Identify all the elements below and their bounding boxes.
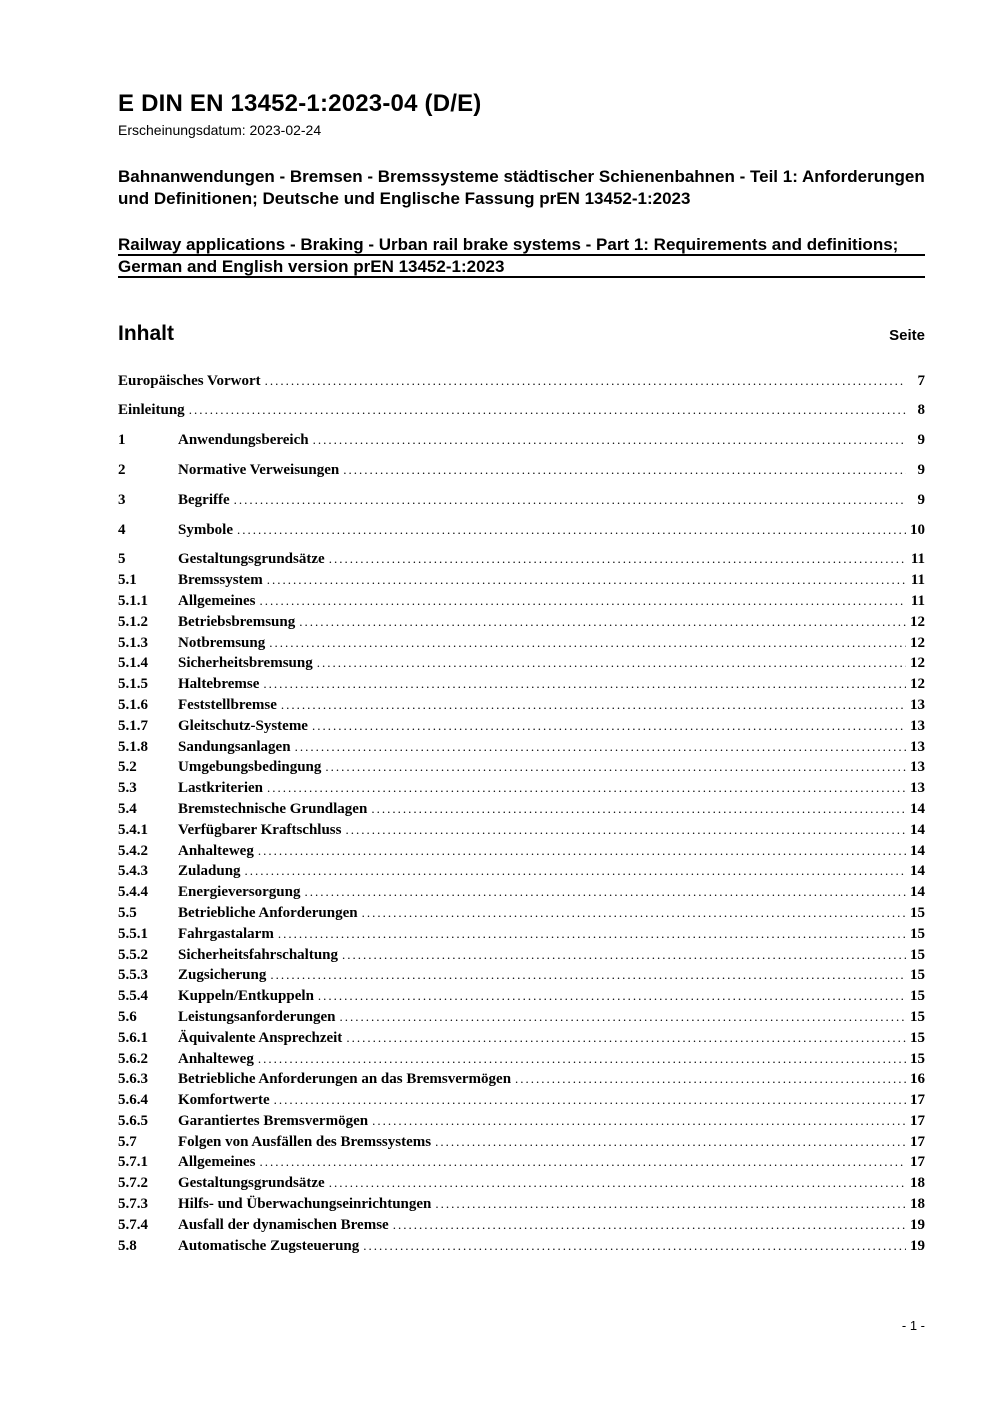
toc-entry-title: Folgen von Ausfällen des Bremssystems bbox=[178, 1133, 432, 1150]
toc-entry-number: 5.7.3 bbox=[118, 1196, 148, 1213]
toc-leader-dots bbox=[281, 695, 906, 716]
toc-entry-title: Notbremsung bbox=[178, 634, 266, 651]
toc-entry-title: Komfortwerte bbox=[178, 1092, 270, 1109]
toc-entry-number: 5.6.2 bbox=[118, 1050, 148, 1067]
toc-entry[interactable] bbox=[118, 965, 925, 986]
toc-entry-title: Sandungsanlagen bbox=[178, 738, 291, 755]
toc-entry-page: 15 bbox=[910, 967, 925, 984]
toc-entry[interactable] bbox=[118, 1152, 925, 1173]
toc-leader-dots bbox=[329, 1173, 906, 1194]
toc-entry-number: 5.1.8 bbox=[118, 738, 148, 755]
toc-entry-number: 5.6.5 bbox=[118, 1112, 148, 1129]
toc-entry-title: Leistungsanforderungen bbox=[178, 1008, 336, 1025]
toc-page-column-label: Seite bbox=[889, 326, 925, 344]
toc-entry-title: Zuladung bbox=[178, 863, 241, 880]
toc-entry-title: Normative Verweisungen bbox=[178, 461, 340, 478]
toc-entry-title: Anwendungsbereich bbox=[178, 432, 309, 449]
toc-entry-title: Europäisches Vorwort bbox=[118, 372, 261, 389]
toc-entry-page: 14 bbox=[910, 842, 925, 859]
toc-entry-page: 15 bbox=[910, 925, 925, 942]
toc-entry-number: 5.6.3 bbox=[118, 1071, 148, 1088]
toc-entry-page: 19 bbox=[910, 1216, 925, 1233]
toc-entry-number: 5.7.1 bbox=[118, 1154, 148, 1171]
toc-entry-page: 15 bbox=[910, 988, 925, 1005]
toc-entry-page: 12 bbox=[910, 676, 925, 693]
toc-entry-number: 5.5.2 bbox=[118, 946, 148, 963]
toc-entry-title: Verfügbarer Kraftschluss bbox=[178, 821, 342, 838]
toc-entry-number: 5.5.4 bbox=[118, 988, 148, 1005]
toc-entry-page: 13 bbox=[910, 696, 925, 713]
toc-entry[interactable] bbox=[118, 520, 925, 541]
toc-entry-title: Begriffe bbox=[178, 491, 230, 508]
toc-list bbox=[118, 371, 925, 1257]
document-title-english: Railway applications - Braking - Urban rail brake systems - Part 1: Requirements and definitions; German and English version prEN 13452-1:2023 bbox=[118, 234, 925, 278]
toc-leader-dots bbox=[270, 965, 906, 986]
toc-entry-page: 15 bbox=[910, 1008, 925, 1025]
toc-leader-dots bbox=[340, 1007, 906, 1028]
toc-entry-page: 17 bbox=[910, 1092, 925, 1109]
toc-entry-title: Anhalteweg bbox=[178, 1050, 254, 1067]
toc-entry[interactable] bbox=[118, 903, 925, 924]
toc-entry-number: 5.6.4 bbox=[118, 1092, 148, 1109]
toc-entry-page: 11 bbox=[910, 551, 925, 568]
toc-entry-page: 13 bbox=[910, 717, 925, 734]
toc-entry-title: Lastkriterien bbox=[178, 780, 263, 797]
toc-leader-dots bbox=[274, 1090, 906, 1111]
toc-entry-number: 4 bbox=[118, 521, 126, 538]
toc-leader-dots bbox=[258, 841, 906, 862]
toc-entry[interactable] bbox=[118, 986, 925, 1007]
toc-entry-title: Sicherheitsbremsung bbox=[178, 655, 313, 672]
toc-leader-dots bbox=[313, 430, 906, 451]
toc-entry[interactable] bbox=[118, 841, 925, 862]
toc-entry-number: 2 bbox=[118, 461, 126, 478]
toc-entry-number: 5 bbox=[118, 551, 126, 568]
toc-leader-dots bbox=[435, 1132, 906, 1153]
toc-leader-dots bbox=[267, 570, 906, 591]
toc-leader-dots bbox=[317, 653, 906, 674]
toc-leader-dots bbox=[393, 1215, 906, 1236]
toc-leader-dots bbox=[343, 460, 906, 481]
toc-entry[interactable] bbox=[118, 1236, 925, 1257]
toc-entry-page: 14 bbox=[910, 884, 925, 901]
toc-leader-dots bbox=[259, 1152, 906, 1173]
toc-leader-dots bbox=[363, 1236, 906, 1257]
release-date: Erscheinungsdatum: 2023-02-24 bbox=[118, 121, 322, 138]
toc-header bbox=[118, 322, 925, 346]
toc-leader-dots bbox=[329, 549, 906, 570]
toc-entry[interactable] bbox=[118, 757, 925, 778]
toc-leader-dots bbox=[299, 612, 906, 633]
toc-leader-dots bbox=[515, 1069, 906, 1090]
toc-leader-dots bbox=[371, 799, 906, 820]
toc-entry-number: 5.7 bbox=[118, 1133, 137, 1150]
toc-entry-number: 5.4.2 bbox=[118, 842, 148, 859]
toc-entry[interactable] bbox=[118, 1028, 925, 1049]
toc-entry-number: 5.3 bbox=[118, 780, 137, 797]
document-title-german: Bahnanwendungen - Bremsen - Bremssysteme städtischer Schienenbahnen - Teil 1: Anforderungen und Definitionen; Deutsche und Englische Fassung prEN 13452-1:2023 bbox=[118, 166, 925, 208]
toc-entry[interactable] bbox=[118, 1111, 925, 1132]
toc-entry-page: 17 bbox=[910, 1112, 925, 1129]
toc-entry-number: 5.6.1 bbox=[118, 1029, 148, 1046]
toc-entry[interactable] bbox=[118, 1069, 925, 1090]
toc-entry-page: 11 bbox=[910, 592, 925, 609]
toc-entry-page: 7 bbox=[917, 372, 925, 389]
toc-entry-title: Hilfs- und Überwachungseinrichtungen bbox=[178, 1196, 432, 1213]
toc-entry[interactable] bbox=[118, 570, 925, 591]
toc-entry[interactable] bbox=[118, 430, 925, 451]
document-id-title: E DIN EN 13452-1:2023-04 (D/E) bbox=[118, 90, 482, 117]
toc-entry[interactable] bbox=[118, 460, 925, 481]
toc-entry-number: 5.1.7 bbox=[118, 717, 148, 734]
toc-entry-page: 14 bbox=[910, 863, 925, 880]
toc-entry[interactable] bbox=[118, 799, 925, 820]
toc-entry-page: 16 bbox=[910, 1071, 925, 1088]
toc-entry-number: 3 bbox=[118, 491, 126, 508]
toc-entry-number: 5.1.2 bbox=[118, 613, 148, 630]
toc-entry-page: 17 bbox=[910, 1133, 925, 1150]
toc-entry-page: 18 bbox=[910, 1196, 925, 1213]
toc-entry-page: 11 bbox=[910, 572, 925, 589]
toc-entry-title: Betriebsbremsung bbox=[178, 613, 296, 630]
toc-entry[interactable] bbox=[118, 1194, 925, 1215]
toc-entry-title: Äquivalente Ansprechzeit bbox=[178, 1029, 343, 1046]
toc-entry-number: 5.5 bbox=[118, 904, 137, 921]
toc-entry-page: 19 bbox=[910, 1237, 925, 1254]
toc-entry-page: 8 bbox=[917, 402, 925, 419]
toc-entry-page: 12 bbox=[910, 655, 925, 672]
toc-entry[interactable] bbox=[118, 653, 925, 674]
toc-entry[interactable] bbox=[118, 820, 925, 841]
toc-entry-number: 5.5.1 bbox=[118, 925, 148, 942]
toc-leader-dots bbox=[362, 903, 906, 924]
toc-entry[interactable] bbox=[118, 1049, 925, 1070]
toc-entry-page: 17 bbox=[910, 1154, 925, 1171]
toc-entry[interactable] bbox=[118, 1173, 925, 1194]
toc-leader-dots bbox=[372, 1111, 906, 1132]
toc-entry-page: 12 bbox=[910, 613, 925, 630]
toc-entry-title: Betriebliche Anforderungen an das Bremsvermögen bbox=[178, 1071, 512, 1088]
toc-entry[interactable] bbox=[118, 882, 925, 903]
toc-leader-dots bbox=[258, 1049, 906, 1070]
toc-entry-number: 5.7.4 bbox=[118, 1216, 148, 1233]
toc-entry-page: 15 bbox=[910, 904, 925, 921]
toc-entry-title: Allgemeines bbox=[178, 1154, 256, 1171]
toc-entry-title: Symbole bbox=[178, 521, 234, 538]
toc-entry[interactable] bbox=[118, 549, 925, 570]
toc-entry-number: 5.4 bbox=[118, 800, 137, 817]
toc-entry-title: Bremssystem bbox=[178, 572, 263, 589]
toc-entry-title: Umgebungsbedingung bbox=[178, 759, 322, 776]
toc-entry-number: 5.8 bbox=[118, 1237, 137, 1254]
toc-leader-dots bbox=[259, 591, 906, 612]
toc-entry-number: 1 bbox=[118, 432, 126, 449]
toc-entry[interactable] bbox=[118, 371, 925, 392]
toc-entry-title: Bremstechnische Grundlagen bbox=[178, 800, 368, 817]
toc-entry-title: Haltebremse bbox=[178, 676, 260, 693]
toc-entry-title: Zugsicherung bbox=[178, 967, 267, 984]
toc-entry-page: 9 bbox=[917, 461, 925, 478]
toc-entry[interactable] bbox=[118, 1215, 925, 1236]
toc-entry-page: 15 bbox=[910, 1050, 925, 1067]
toc-entry-title: Garantiertes Bremsvermögen bbox=[178, 1112, 369, 1129]
toc-entry-title: Kuppeln/Entkuppeln bbox=[178, 988, 314, 1005]
toc-entry[interactable] bbox=[118, 695, 925, 716]
toc-entry-title: Sicherheitsfahrschaltung bbox=[178, 946, 339, 963]
toc-entry-number: 5.1.3 bbox=[118, 634, 148, 651]
toc-leader-dots bbox=[265, 371, 906, 392]
toc-entry-page: 12 bbox=[910, 634, 925, 651]
toc-leader-dots bbox=[237, 520, 906, 541]
toc-leader-dots bbox=[325, 757, 906, 778]
toc-leader-dots bbox=[278, 924, 906, 945]
toc-entry[interactable] bbox=[118, 612, 925, 633]
toc-entry-title: Energieversorgung bbox=[178, 884, 301, 901]
toc-entry-number: 5.1.6 bbox=[118, 696, 148, 713]
toc-entry-page: 14 bbox=[910, 800, 925, 817]
toc-entry-page: 15 bbox=[910, 1029, 925, 1046]
toc-entry[interactable] bbox=[118, 737, 925, 758]
toc-entry-page: 15 bbox=[910, 946, 925, 963]
toc-entry[interactable] bbox=[118, 633, 925, 654]
toc-entry-title: Anhalteweg bbox=[178, 842, 254, 859]
toc-entry-title: Feststellbremse bbox=[178, 696, 277, 713]
page-number-footer: - 1 - bbox=[901, 1318, 925, 1333]
toc-entry-number: 5.6 bbox=[118, 1008, 137, 1025]
toc-entry[interactable] bbox=[118, 1090, 925, 1111]
toc-entry-title: Gestaltungsgrundsätze bbox=[178, 1175, 325, 1192]
toc-leader-dots bbox=[346, 1028, 906, 1049]
toc-entry-title: Automatische Zugsteuerung bbox=[178, 1237, 360, 1254]
toc-entry-number: 5.4.3 bbox=[118, 863, 148, 880]
toc-entry-page: 9 bbox=[917, 432, 925, 449]
toc-entry-page: 10 bbox=[910, 521, 925, 538]
toc-entry-page: 14 bbox=[910, 821, 925, 838]
toc-entry-page: 13 bbox=[910, 759, 925, 776]
toc-entry-title: Gleitschutz-Systeme bbox=[178, 717, 308, 734]
toc-entry-title: Allgemeines bbox=[178, 592, 256, 609]
toc-entry[interactable] bbox=[118, 1132, 925, 1153]
toc-entry-page: 13 bbox=[910, 738, 925, 755]
toc-entry[interactable] bbox=[118, 674, 925, 695]
toc-leader-dots bbox=[234, 490, 906, 511]
toc-leader-dots bbox=[263, 674, 906, 695]
toc-entry-title: Gestaltungsgrundsätze bbox=[178, 551, 325, 568]
toc-entry-page: 18 bbox=[910, 1175, 925, 1192]
toc-leader-dots bbox=[295, 737, 906, 758]
toc-leader-dots bbox=[312, 716, 906, 737]
toc-entry-number: 5.7.2 bbox=[118, 1175, 148, 1192]
toc-entry-number: 5.4.1 bbox=[118, 821, 148, 838]
toc-entry-number: 5.1.1 bbox=[118, 592, 148, 609]
toc-entry-page: 9 bbox=[917, 491, 925, 508]
toc-leader-dots bbox=[269, 633, 906, 654]
toc-leader-dots bbox=[435, 1194, 906, 1215]
toc-leader-dots bbox=[342, 945, 906, 966]
toc-leader-dots bbox=[189, 400, 906, 421]
toc-entry[interactable] bbox=[118, 490, 925, 511]
toc-leader-dots bbox=[318, 986, 906, 1007]
toc-entry[interactable] bbox=[118, 1007, 925, 1028]
toc-entry-number: 5.1.5 bbox=[118, 676, 148, 693]
toc-entry-title: Betriebliche Anforderungen bbox=[178, 904, 358, 921]
toc-entry[interactable] bbox=[118, 778, 925, 799]
toc-entry[interactable] bbox=[118, 945, 925, 966]
toc-entry[interactable] bbox=[118, 924, 925, 945]
toc-entry-number: 5.2 bbox=[118, 759, 137, 776]
toc-entry[interactable] bbox=[118, 591, 925, 612]
toc-entry-page: 13 bbox=[910, 780, 925, 797]
toc-entry-number: 5.5.3 bbox=[118, 967, 148, 984]
toc-leader-dots bbox=[245, 861, 906, 882]
toc-entry-title: Einleitung bbox=[118, 402, 185, 419]
toc-entry-title: Ausfall der dynamischen Bremse bbox=[178, 1216, 389, 1233]
toc-leader-dots bbox=[304, 882, 906, 903]
toc-leader-dots bbox=[345, 820, 906, 841]
toc-entry-number: 5.1 bbox=[118, 572, 137, 589]
toc-entry-number: 5.4.4 bbox=[118, 884, 148, 901]
toc-entry[interactable] bbox=[118, 861, 925, 882]
toc-leader-dots bbox=[267, 778, 906, 799]
toc-entry-title: Fahrgastalarm bbox=[178, 925, 274, 942]
toc-heading: Inhalt bbox=[118, 321, 174, 345]
toc-entry[interactable] bbox=[118, 400, 925, 421]
toc-entry[interactable] bbox=[118, 716, 925, 737]
toc-entry-number: 5.1.4 bbox=[118, 655, 148, 672]
